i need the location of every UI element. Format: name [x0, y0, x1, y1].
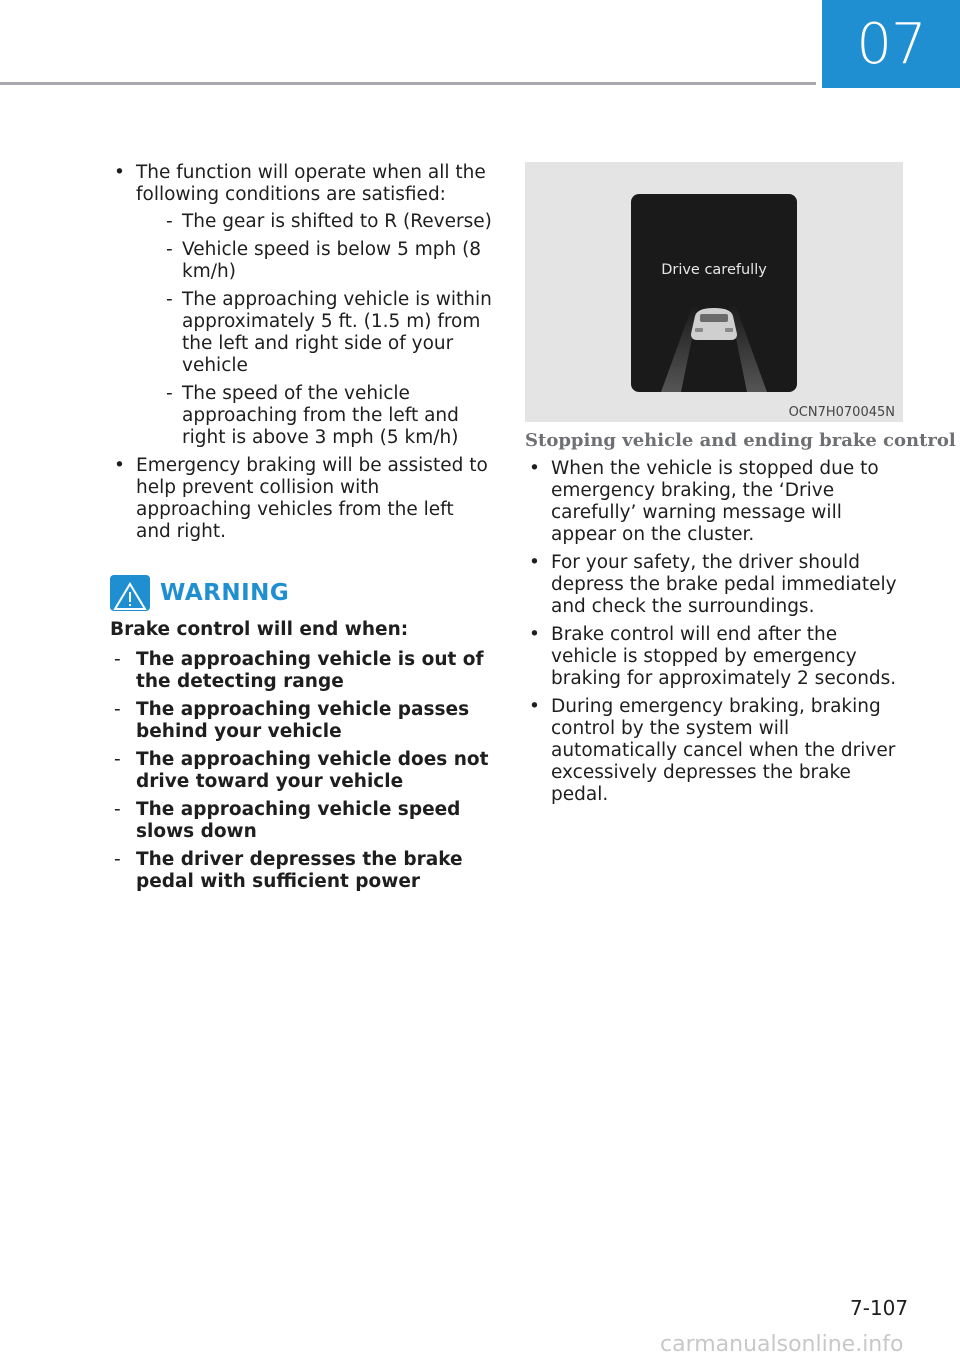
bullet-text: The function will operate when all the following conditions are satisfied:	[136, 162, 486, 205]
cluster-figure	[525, 162, 903, 422]
list-item: • For your safety, the driver should depress the brake pedal immediately and check the surroundings.	[525, 552, 903, 618]
watermark: carmanualsonline.info	[660, 1332, 904, 1357]
warning-item: - The approaching vehicle speed slows down	[110, 799, 492, 843]
list-item: • During emergency braking, braking control by the system will automatically cancel when the driver excessively depresses the brake pedal.	[525, 696, 903, 806]
sub-list	[136, 211, 492, 449]
sub-item: - The approaching vehicle is within approximately 5 ft. (1.5 m) from the left and right side of your vehicle	[136, 289, 492, 377]
sub-item: - The speed of the vehicle approaching from the left and right is above 3 mph (5 km/h)	[136, 383, 492, 449]
car-lane-illustration	[631, 194, 797, 392]
sub-item: - Vehicle speed is below 5 mph (8 km/h)	[136, 239, 492, 283]
chapter-tab: 07	[822, 0, 960, 88]
warning-item: - The approaching vehicle is out of the detecting range	[110, 649, 492, 693]
header-rule	[0, 82, 816, 85]
car-icon	[691, 308, 737, 340]
warning-triangle-icon	[110, 575, 150, 611]
figure-code: OCN7H070045N	[788, 405, 895, 420]
warning-list	[110, 649, 492, 893]
list-item: • Brake control will end after the vehicle is stopped by emergency braking for approximately 2 seconds.	[525, 624, 903, 690]
warning-intro: Brake control will end when:	[110, 619, 409, 640]
sub-item: - The gear is shifted to R (Reverse)	[136, 211, 492, 233]
warning-title: WARNING	[160, 580, 290, 606]
warning-item: - The approaching vehicle passes behind your vehicle	[110, 699, 492, 743]
list-item: • Emergency braking will be assisted to help prevent collision with approaching vehicles from the left and right.	[110, 455, 492, 543]
list-item	[110, 162, 492, 449]
warning-header	[110, 575, 492, 611]
cluster-message: Drive carefully	[661, 262, 767, 278]
page-number: 7-107	[850, 1296, 909, 1320]
cluster-display	[631, 194, 797, 392]
warning-item: - The approaching vehicle does not drive toward your vehicle	[110, 749, 492, 793]
conditions-list	[110, 162, 492, 543]
warning-item: - The driver depresses the brake pedal with sufficient power	[110, 849, 492, 893]
stopping-list	[525, 458, 903, 812]
list-item: • When the vehicle is stopped due to emergency braking, the ‘Drive carefully’ warning message will appear on the cluster.	[525, 458, 903, 546]
section-title: Stopping vehicle and ending brake control	[525, 430, 956, 451]
left-column	[110, 162, 492, 899]
